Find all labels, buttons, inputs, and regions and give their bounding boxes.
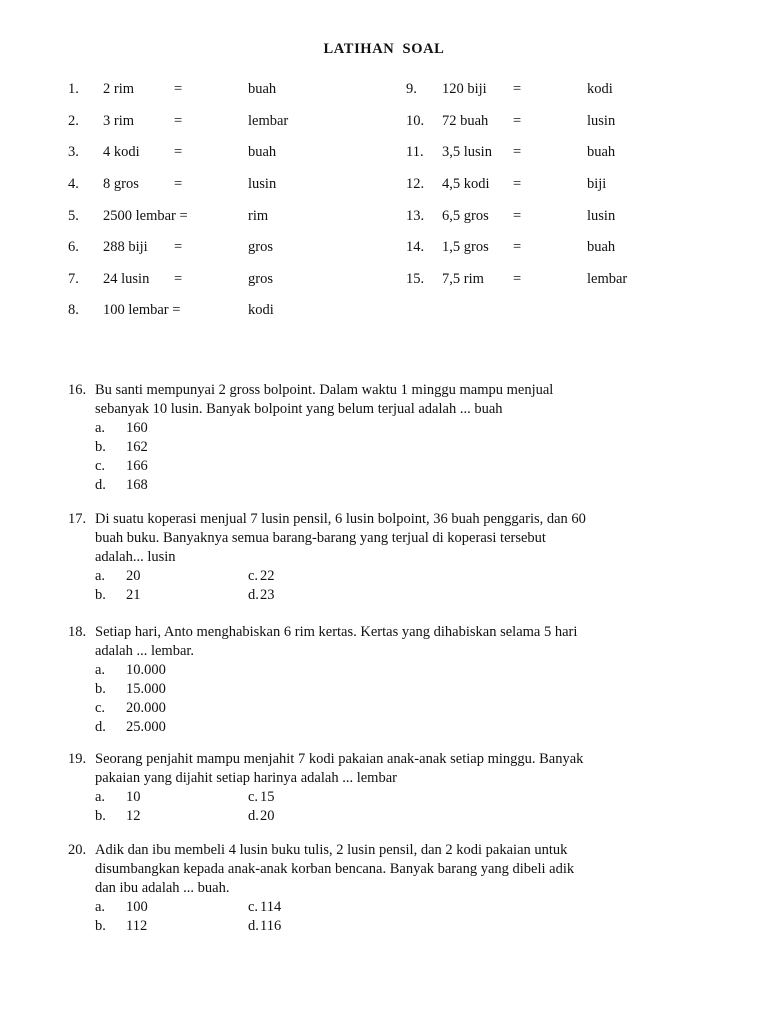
- option-value: 25.000: [126, 719, 166, 735]
- question-line: Bu santi mempunyai 2 gross bolpoint. Dalam waktu 1 minggu mampu menjual: [95, 382, 554, 398]
- item-number: 7.: [68, 271, 79, 287]
- question-line: disumbangkan kepada anak-anak korban bencana. Banyak barang yang dibeli adik: [95, 861, 575, 877]
- item-number: 15.: [406, 271, 425, 287]
- option-label: d.: [95, 719, 106, 735]
- option-label: a.: [95, 420, 106, 436]
- conversion-item: [0, 300, 768, 320]
- item-number: 8.: [68, 302, 79, 318]
- item-number: 3.: [68, 144, 79, 160]
- equals-sign: =: [174, 239, 183, 255]
- conversion-item: [0, 269, 768, 289]
- item-unit: buah: [587, 239, 616, 255]
- item-unit: rim: [248, 208, 269, 224]
- answer-option: [95, 438, 495, 457]
- item-unit: buah: [248, 144, 277, 160]
- conversion-item: [0, 111, 768, 131]
- question-line: Setiap hari, Anto menghabiskan 6 rim kertas. Kertas yang dihabiskan selama 5 hari: [95, 624, 578, 640]
- item-quantity: 2500 lembar =: [103, 208, 188, 224]
- question-line: pakaian yang dijahit setiap harinya adalah ... lembar: [95, 770, 397, 786]
- question-number: 20.: [68, 842, 87, 858]
- option-label: c.: [248, 568, 259, 584]
- option-label: a.: [95, 899, 106, 915]
- item-quantity: 2 rim: [103, 81, 135, 97]
- option-value: 12: [126, 808, 141, 824]
- option-label: d.: [248, 587, 259, 603]
- item-unit: gros: [248, 239, 273, 255]
- answer-option: [95, 788, 495, 807]
- item-quantity: 24 lusin: [103, 271, 150, 287]
- question-line: dan ibu adalah ... buah.: [95, 880, 230, 896]
- option-label: b.: [95, 439, 106, 455]
- conversion-item: [0, 237, 768, 257]
- item-number: 11.: [406, 144, 424, 160]
- equals-sign: =: [513, 176, 522, 192]
- item-quantity: 7,5 rim: [442, 271, 484, 287]
- answer-option: [95, 661, 495, 680]
- item-quantity: 3,5 lusin: [442, 144, 492, 160]
- question-line: buah buku. Banyaknya semua barang-barang yang terjual di koperasi tersebut: [95, 530, 546, 546]
- item-number: 2.: [68, 113, 79, 129]
- item-number: 4.: [68, 176, 79, 192]
- option-label: b.: [95, 587, 106, 603]
- question-line: sebanyak 10 lusin. Banyak bolpoint yang belum terjual adalah ... buah: [95, 401, 503, 417]
- item-quantity: 6,5 gros: [442, 208, 489, 224]
- equals-sign: =: [174, 271, 183, 287]
- question-number: 16.: [68, 382, 87, 398]
- item-unit: buah: [587, 144, 616, 160]
- option-label: a.: [95, 662, 106, 678]
- option-label: c.: [95, 458, 106, 474]
- item-quantity: 4,5 kodi: [442, 176, 490, 192]
- answer-option: [95, 718, 495, 737]
- answer-option: [95, 476, 495, 495]
- item-unit: lembar: [248, 113, 289, 129]
- question-text: [95, 623, 695, 661]
- equals-sign: =: [174, 176, 183, 192]
- answer-option: [95, 917, 495, 936]
- equals-sign: =: [174, 144, 183, 160]
- option-value: 22: [260, 568, 275, 584]
- item-unit: lusin: [587, 113, 616, 129]
- equals-sign: =: [513, 113, 522, 129]
- item-unit: kodi: [587, 81, 613, 97]
- option-label: b.: [95, 918, 106, 934]
- question-number: 19.: [68, 751, 87, 767]
- item-unit: lusin: [587, 208, 616, 224]
- item-number: 9.: [406, 81, 417, 97]
- item-number: 12.: [406, 176, 425, 192]
- equals-sign: =: [174, 113, 183, 129]
- item-unit: kodi: [248, 302, 274, 318]
- answer-option: [95, 457, 495, 476]
- equals-sign: =: [174, 81, 183, 97]
- answer-option: [95, 586, 495, 605]
- option-value: 112: [126, 918, 148, 934]
- item-unit: lembar: [587, 271, 628, 287]
- answer-option: [95, 898, 495, 917]
- item-number: 14.: [406, 239, 425, 255]
- item-quantity: 1,5 gros: [442, 239, 489, 255]
- conversion-item: [0, 142, 768, 162]
- conversion-item: [0, 79, 768, 99]
- item-number: 6.: [68, 239, 79, 255]
- option-value: 20: [260, 808, 275, 824]
- option-value: 10: [126, 789, 141, 805]
- question-number: 18.: [68, 624, 87, 640]
- question-text: [95, 381, 695, 419]
- item-unit: biji: [587, 176, 607, 192]
- option-label: c.: [248, 899, 259, 915]
- option-value: 20: [126, 568, 141, 584]
- option-value: 21: [126, 587, 141, 603]
- option-label: d.: [248, 808, 259, 824]
- conversion-item: [0, 206, 768, 226]
- item-quantity: 8 gros: [103, 176, 139, 192]
- option-value: 20.000: [126, 700, 166, 716]
- option-value: 15: [260, 789, 275, 805]
- option-value: 166: [126, 458, 148, 474]
- option-value: 116: [260, 918, 282, 934]
- answer-option: [95, 699, 495, 718]
- question-text: [95, 841, 695, 898]
- item-quantity: 3 rim: [103, 113, 135, 129]
- option-value: 10.000: [126, 662, 166, 678]
- item-quantity: 100 lembar =: [103, 302, 181, 318]
- equals-sign: =: [513, 271, 522, 287]
- option-value: 15.000: [126, 681, 166, 697]
- item-number: 13.: [406, 208, 425, 224]
- answer-option: [95, 419, 495, 438]
- item-number: 5.: [68, 208, 79, 224]
- option-label: c.: [248, 789, 259, 805]
- item-quantity: 120 biji: [442, 81, 487, 97]
- item-quantity: 72 buah: [442, 113, 489, 129]
- question-text: [95, 750, 695, 788]
- item-unit: buah: [248, 81, 277, 97]
- equals-sign: =: [513, 208, 522, 224]
- option-label: b.: [95, 681, 106, 697]
- question-number: 17.: [68, 511, 87, 527]
- option-value: 160: [126, 420, 148, 436]
- question-text: [95, 510, 695, 567]
- option-value: 114: [260, 899, 282, 915]
- question-line: adalah ... lembar.: [95, 643, 195, 659]
- option-label: c.: [95, 700, 106, 716]
- item-quantity: 4 kodi: [103, 144, 140, 160]
- answer-option: [95, 680, 495, 699]
- option-label: a.: [95, 568, 106, 584]
- option-value: 168: [126, 477, 148, 493]
- equals-sign: =: [513, 239, 522, 255]
- item-unit: lusin: [248, 176, 277, 192]
- question-line: Adik dan ibu membeli 4 lusin buku tulis, 2 lusin pensil, dan 2 kodi pakaian untuk: [95, 842, 568, 858]
- option-value: 162: [126, 439, 148, 455]
- item-number: 1.: [68, 81, 79, 97]
- conversion-item: [0, 174, 768, 194]
- option-value: 100: [126, 899, 148, 915]
- item-quantity: 288 biji: [103, 239, 148, 255]
- answer-option: [95, 567, 495, 586]
- answer-option: [95, 807, 495, 826]
- option-value: 23: [260, 587, 275, 603]
- option-label: d.: [248, 918, 259, 934]
- equals-sign: =: [513, 144, 522, 160]
- item-number: 10.: [406, 113, 425, 129]
- option-label: d.: [95, 477, 106, 493]
- option-label: a.: [95, 789, 106, 805]
- equals-sign: =: [513, 81, 522, 97]
- option-label: b.: [95, 808, 106, 824]
- page-title: LATIHAN SOAL: [323, 41, 445, 57]
- question-line: Seorang penjahit mampu menjahit 7 kodi pakaian anak-anak setiap minggu. Banyak: [95, 751, 584, 767]
- item-unit: gros: [248, 271, 273, 287]
- question-line: Di suatu koperasi menjual 7 lusin pensil, 6 lusin bolpoint, 36 buah penggaris, dan 60: [95, 511, 586, 527]
- question-line: adalah... lusin: [95, 549, 176, 565]
